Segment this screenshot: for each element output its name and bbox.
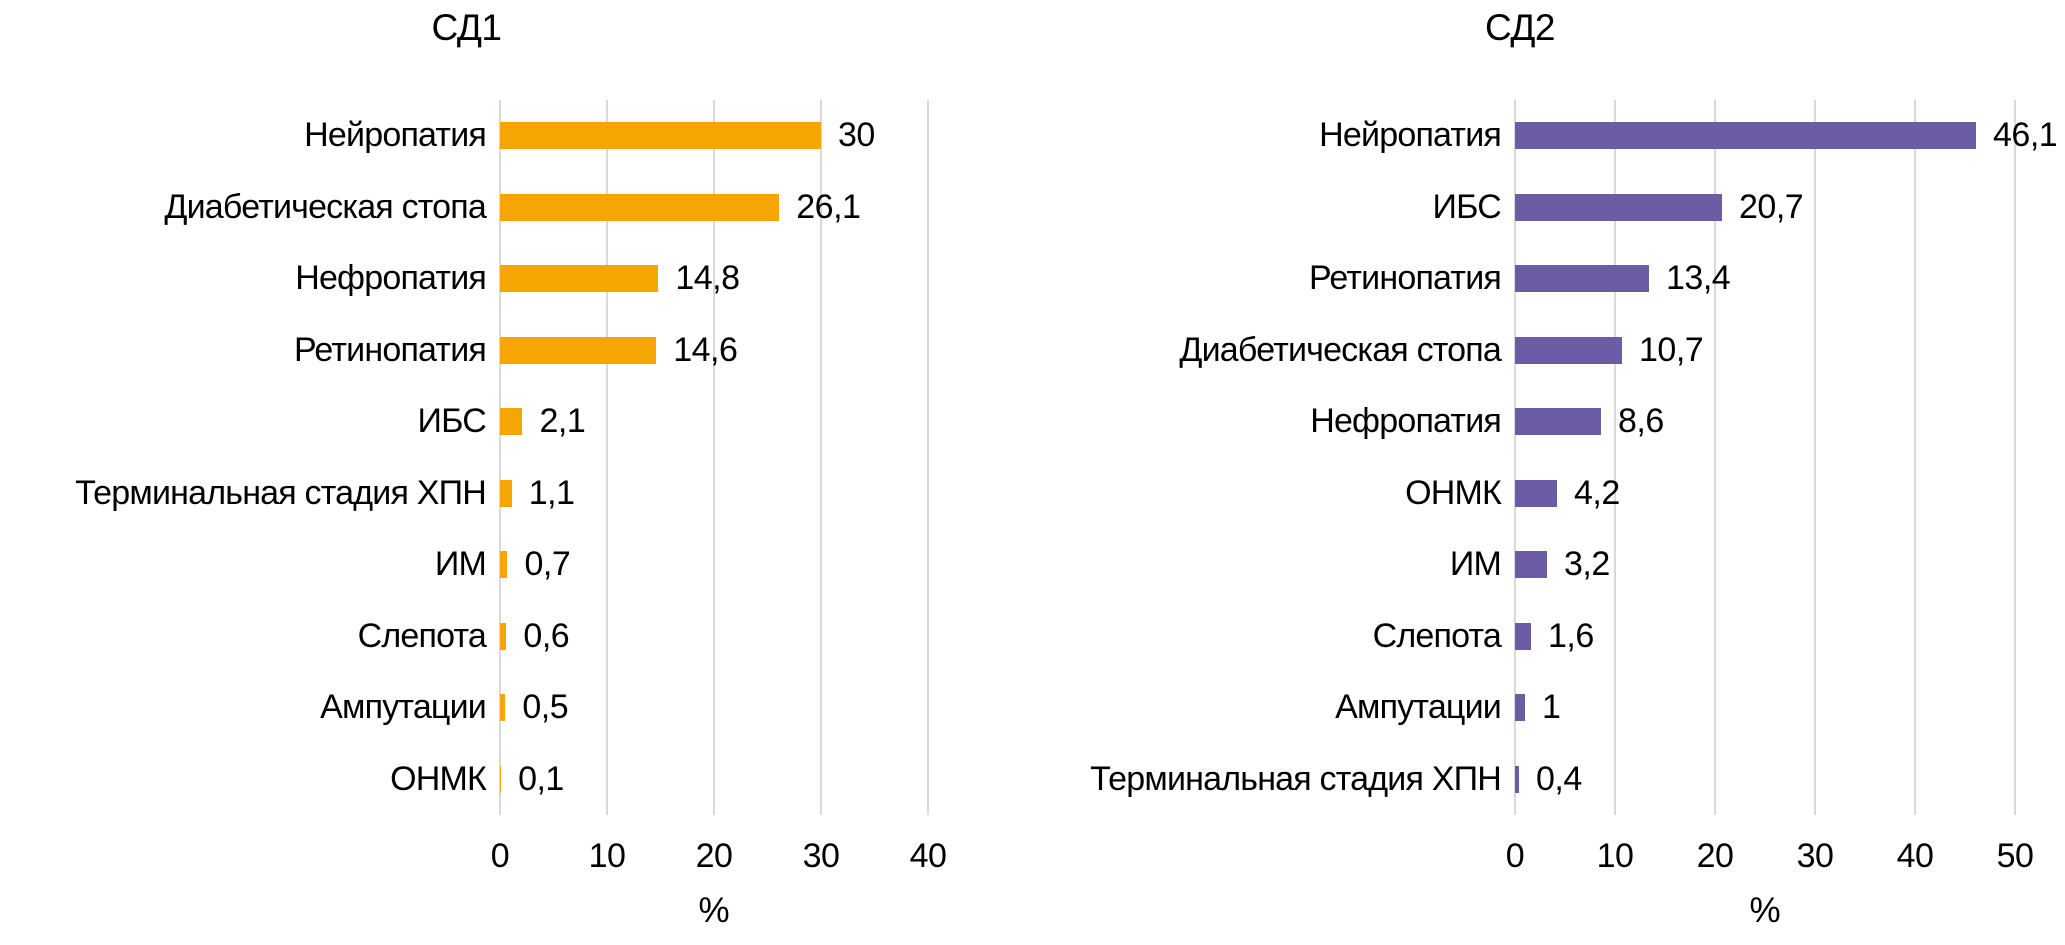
value-label: 26,1 (796, 187, 861, 226)
value-label: 0,6 (523, 616, 570, 655)
x-tick-label: 30 (1796, 837, 1834, 875)
bar-row (1515, 100, 2058, 172)
bar (1515, 480, 1557, 507)
x-tick-label: 50 (1996, 837, 2034, 875)
plot-column-sd1 (490, 100, 947, 931)
value-label: 46,1 (1993, 116, 2058, 155)
category-label: ИМ (434, 545, 486, 584)
value-label: 13,4 (1666, 259, 1731, 298)
bar (500, 551, 507, 578)
value-label: 1,1 (528, 473, 575, 512)
value-label: 4,2 (1574, 473, 1620, 512)
x-axis-label-sd2: % (1749, 891, 1781, 930)
x-tick-label: 0 (490, 837, 510, 875)
bar (500, 623, 506, 650)
value-label: 10,7 (1639, 330, 1704, 369)
category-label: Терминальная стадия ХПН (1090, 759, 1501, 798)
bar (1515, 122, 1976, 149)
bar-row (1515, 529, 2015, 601)
plot-column-sd2 (1505, 100, 2058, 931)
category-label: Слепота (1372, 616, 1501, 655)
category-label: ИБС (1432, 187, 1501, 226)
bar (1515, 766, 1519, 793)
category-label: Диабетическая стопа (164, 187, 486, 226)
bar-row (1515, 458, 2015, 530)
bar (1515, 694, 1525, 721)
category-label: Нефропатия (1310, 402, 1501, 441)
plot-area-sd1 (500, 100, 928, 815)
bar (500, 408, 522, 435)
category-label: Терминальная стадия ХПН (75, 473, 486, 512)
category-label: Слепота (357, 616, 486, 655)
category-label: Ретинопатия (294, 330, 486, 369)
bar-row (500, 744, 928, 816)
category-label: Нейропатия (1319, 116, 1501, 155)
category-label: Нейропатия (304, 116, 486, 155)
category-label: ИБС (417, 402, 486, 441)
value-label: 20,7 (1739, 187, 1804, 226)
x-tick-label: 30 (802, 837, 840, 875)
bar-row (1515, 315, 2015, 387)
value-label: 0,5 (522, 688, 569, 727)
x-tick-label: 10 (1596, 837, 1634, 875)
bar-row (1515, 744, 2015, 816)
bar (500, 694, 505, 721)
bar (500, 194, 779, 221)
chart-sd2 (1025, 0, 2065, 931)
x-tick-label: 20 (695, 837, 733, 875)
chart-title-sd1: СД1 (431, 7, 502, 48)
category-label: Нефропатия (295, 259, 486, 298)
bar (1515, 623, 1531, 650)
x-tick-label: 10 (588, 837, 626, 875)
value-label: 14,6 (673, 330, 738, 369)
bar-row (500, 100, 928, 172)
chart-title-sd2: СД2 (1484, 7, 1556, 48)
bar-row (1515, 243, 2015, 315)
category-label: Диабетическая стопа (1179, 330, 1501, 369)
bar-row (500, 529, 928, 601)
bar (500, 122, 821, 149)
bar-row (1515, 672, 2015, 744)
bar-row (1515, 386, 2015, 458)
value-label: 8,6 (1618, 402, 1664, 441)
bar-row (500, 601, 928, 673)
bar-row (500, 386, 928, 458)
value-label: 0,4 (1536, 759, 1582, 798)
value-label: 14,8 (675, 259, 740, 298)
bar-row (1515, 172, 2015, 244)
bar (1515, 265, 1649, 292)
bar (500, 265, 658, 292)
chart-body-sd1 (5, 100, 1005, 931)
category-axis-sd1 (5, 100, 500, 931)
x-ticks-sd2 (1505, 815, 2034, 875)
value-label: 30 (838, 116, 875, 155)
bar (1515, 408, 1601, 435)
x-axis-label-sd1: % (698, 891, 730, 930)
chart-body-sd2 (1025, 100, 2065, 931)
value-label: 0,7 (524, 545, 571, 584)
category-label: Ампутации (320, 688, 486, 727)
bar-row (1515, 601, 2015, 673)
category-label: Ретинопатия (1309, 259, 1501, 298)
bar (500, 766, 501, 793)
bar (1515, 194, 1722, 221)
x-tick-label: 40 (1896, 837, 1934, 875)
category-label: ОНМК (1405, 473, 1501, 512)
category-axis-sd2 (1025, 100, 1515, 931)
bar-row (500, 672, 928, 744)
x-ticks-sd1 (490, 815, 947, 875)
category-label: Ампутации (1335, 688, 1501, 727)
value-label: 1 (1542, 688, 1561, 727)
value-label: 3,2 (1564, 545, 1610, 584)
bar (1515, 551, 1547, 578)
bar-row (500, 458, 928, 530)
bar (1515, 337, 1622, 364)
category-label: ОНМК (390, 759, 486, 798)
value-label: 2,1 (539, 402, 586, 441)
value-label: 1,6 (1548, 616, 1594, 655)
category-label: ИМ (1449, 545, 1501, 584)
x-tick-label: 0 (1505, 837, 1525, 875)
x-tick-label: 40 (909, 837, 947, 875)
bar-row (500, 172, 928, 244)
plot-area-sd2 (1515, 100, 2058, 815)
chart-sd1 (5, 0, 1005, 931)
bar-row (500, 315, 928, 387)
bar-row (500, 243, 928, 315)
bar (500, 480, 512, 507)
value-label: 0,1 (518, 759, 564, 798)
x-tick-label: 20 (1696, 837, 1734, 875)
bar (500, 337, 656, 364)
